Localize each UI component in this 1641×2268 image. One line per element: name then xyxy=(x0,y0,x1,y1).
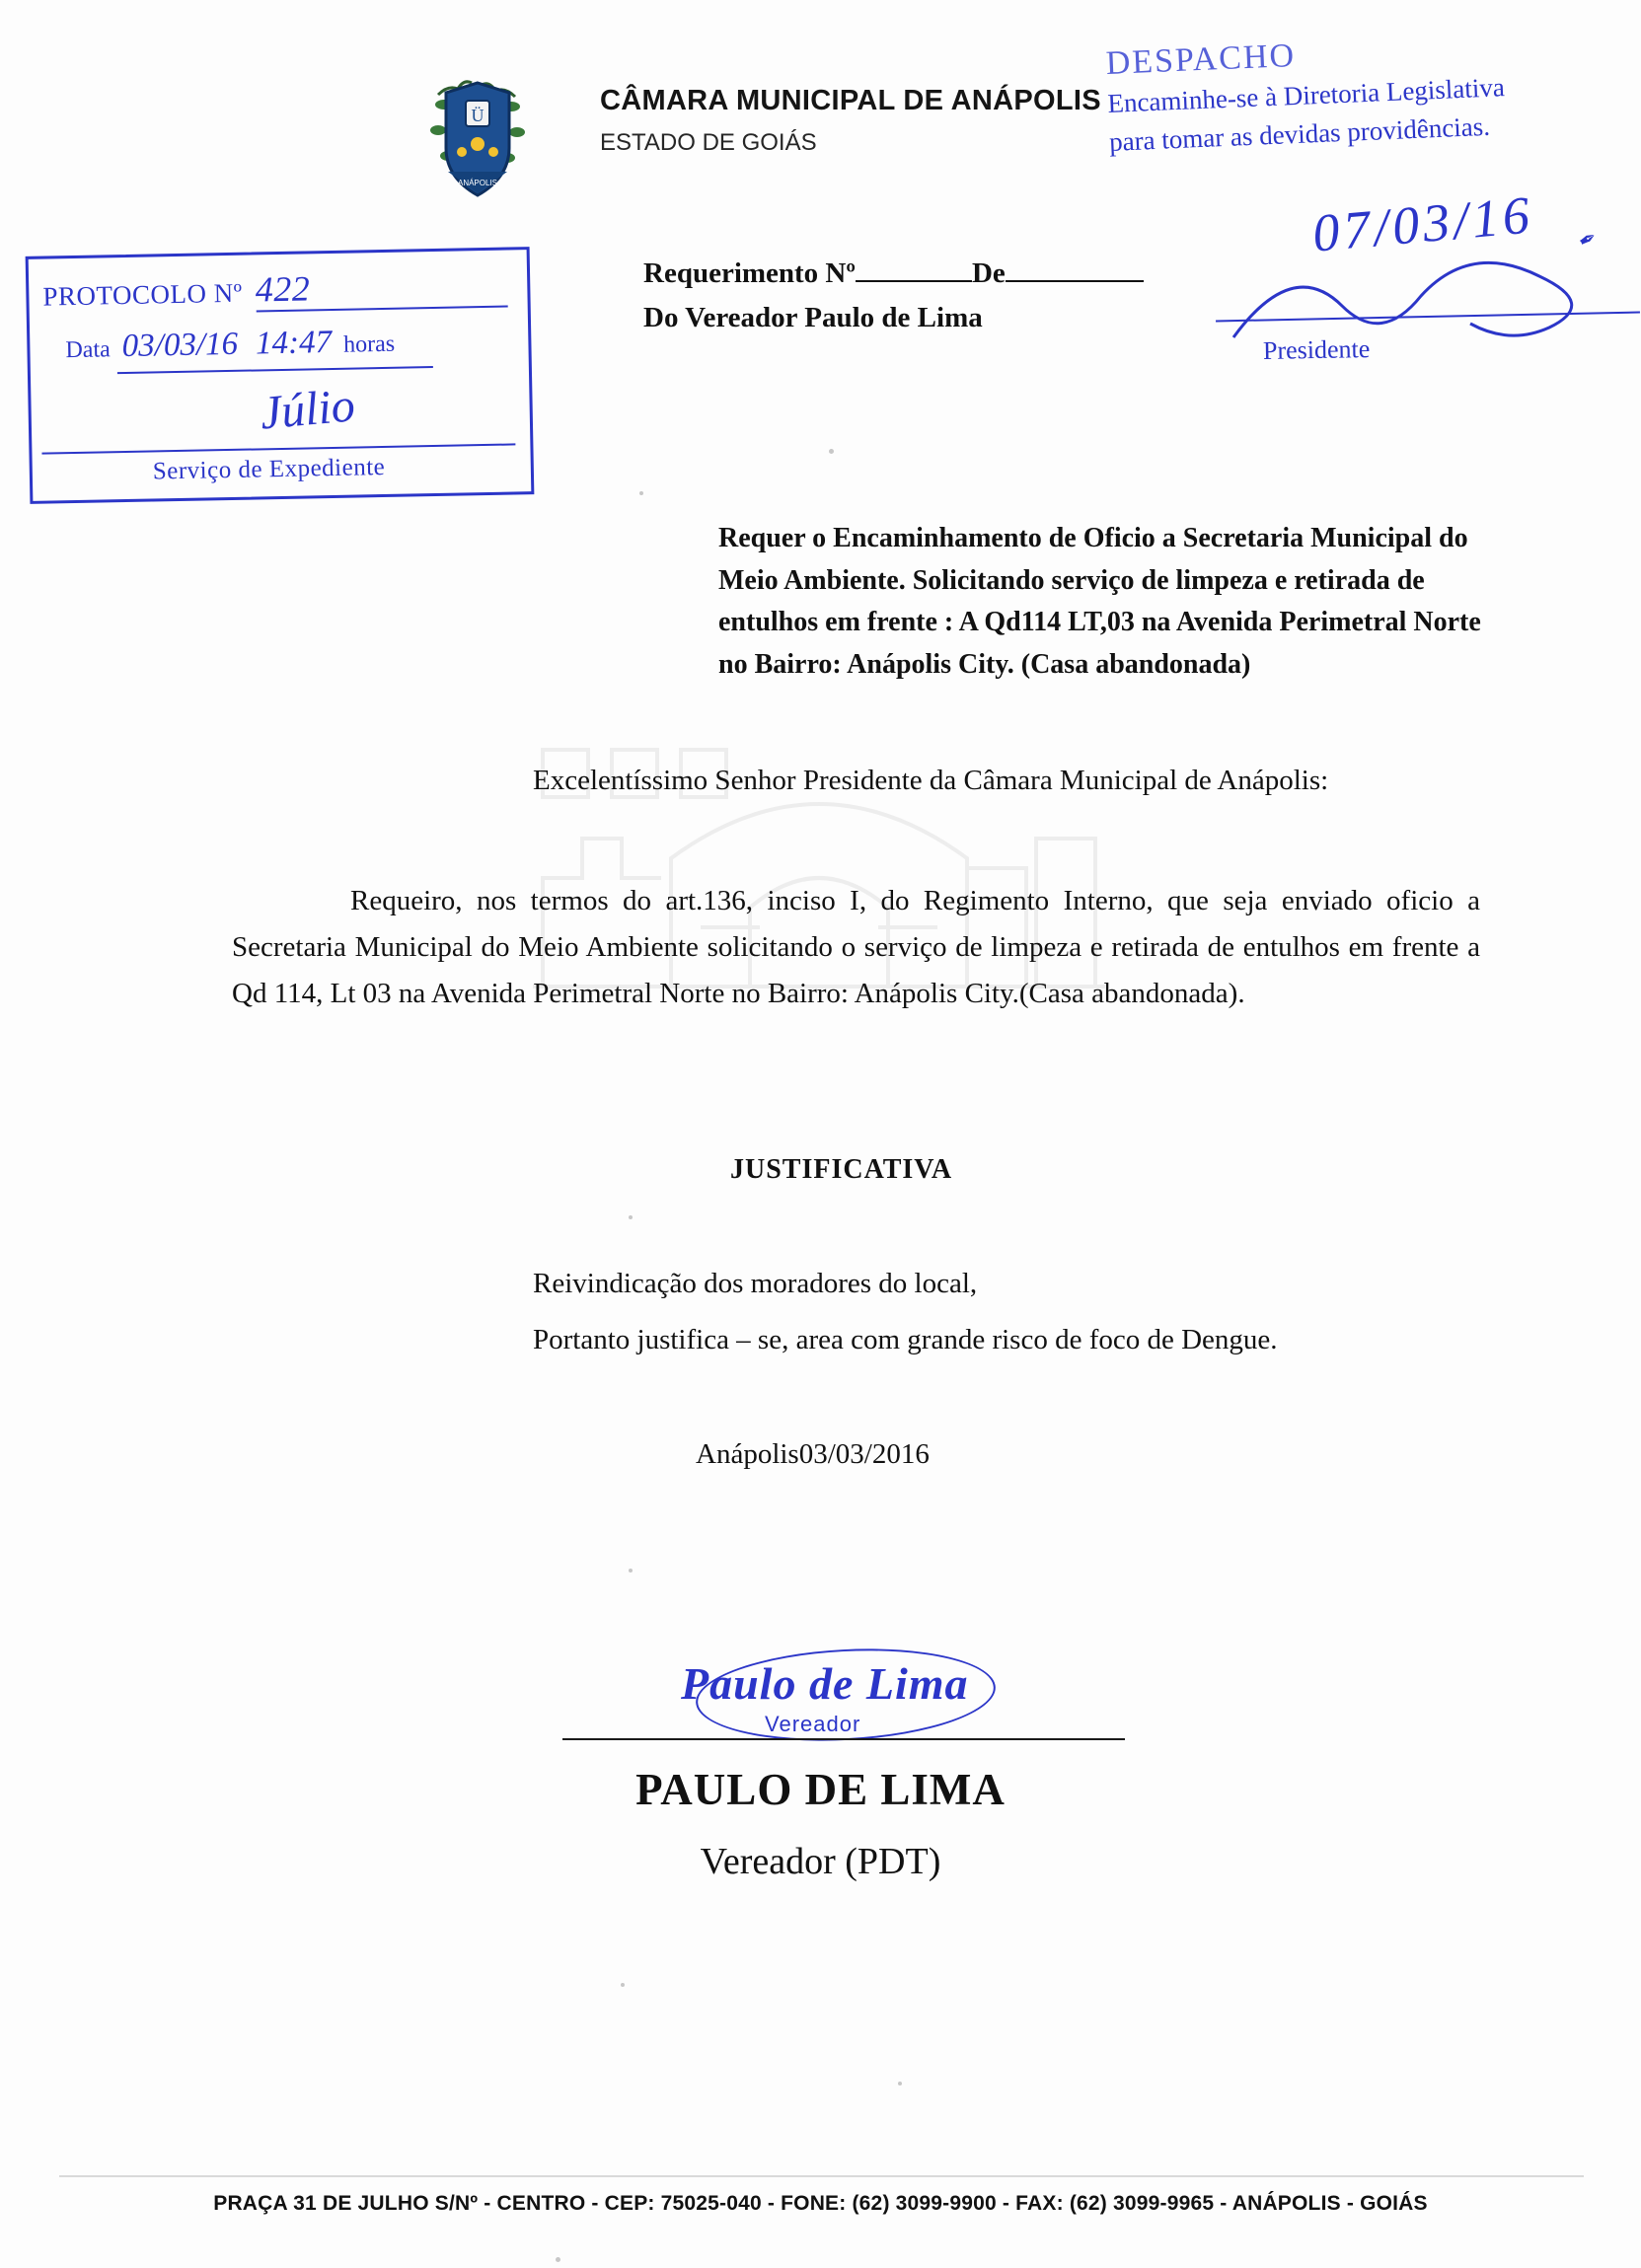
protocol-stamp xyxy=(26,247,535,504)
despacho-note xyxy=(1105,23,1641,158)
body-paragraph: Requeiro, nos termos do art.136, inciso I, do Regimento Interno, que seja enviado oficio a Secretaria Municipal do Meio Ambiente solicitando o serviço de limpeza e retirada de entulhos em frente a Qd 114, Lt 03 na Avenida Perimetral Norte no Bairro: Anápolis City.(Casa abandonada). xyxy=(232,885,1480,1009)
signature-handwriting: Paulo de Lima xyxy=(681,1658,969,1709)
city-date: Anápolis03/03/2016 xyxy=(696,1438,930,1470)
svg-text:ANÁPOLIS: ANÁPOLIS xyxy=(457,179,498,187)
requerimento-de-blank xyxy=(1006,255,1144,282)
protocol-signature: Júlio xyxy=(258,379,357,440)
requerimento-author: Do Vereador Paulo de Lima xyxy=(643,302,983,333)
coat-of-arms-icon xyxy=(424,79,531,201)
president-label: Presidente xyxy=(1262,334,1371,365)
footer-divider xyxy=(59,2175,1584,2177)
requerimento-number-blank xyxy=(856,255,972,282)
scan-speck xyxy=(639,491,643,495)
scan-speck xyxy=(556,2257,560,2262)
protocol-date-label: Data xyxy=(65,336,112,364)
protocol-time-value: 14:47 xyxy=(255,324,333,362)
requerimento-line-1 xyxy=(643,255,1144,290)
protocol-label: PROTOCOLO Nº xyxy=(42,277,243,312)
despacho-date: 07/03/16 xyxy=(1309,184,1536,263)
protocol-number: 422 xyxy=(255,268,311,310)
protocol-rule-mid xyxy=(117,366,433,374)
signature-role: Vereador (PDT) xyxy=(700,1841,941,1882)
justification-line-1: Reivindicação dos moradores do local, xyxy=(533,1268,978,1299)
protocol-footer: Serviço de Expediente xyxy=(152,453,386,485)
request-summary: Requer o Encaminhamento de Oficio a Secretaria Municipal do Meio Ambiente. Solicitando serviço de limpeza e retirada de entulhos em frente : A Qd114 LT,03 na Avenida Perimetral Norte no Bairro: Anápolis City. (Casa abandonada) xyxy=(718,523,1481,680)
signature-name: PAULO DE LIMA xyxy=(635,1765,1006,1814)
scan-speck xyxy=(829,449,834,454)
scan-speck xyxy=(898,2082,902,2085)
organization-subtitle: ESTADO DE GOIÁS xyxy=(600,129,817,156)
ink-mark-icon: ✒ xyxy=(1573,224,1603,256)
despacho-line-1: Encaminhe-se à Diretoria Legislativa xyxy=(1106,72,1506,118)
requerimento-heading xyxy=(643,255,1144,334)
protocol-date-value: 03/03/16 xyxy=(121,326,239,365)
justification-title: JUSTIFICATIVA xyxy=(730,1154,953,1185)
scan-speck xyxy=(621,1983,625,1987)
justification-line-2: Portanto justifica – se, area com grande risco de foco de Dengue. xyxy=(533,1324,1278,1355)
footer-address: PRAÇA 31 DE JULHO S/Nº - CENTRO - CEP: 75025-040 - FONE: (62) 3099-9900 - FAX: (62) 3099-9965 - ANÁPOLIS - GOIÁS xyxy=(213,2192,1428,2215)
requerimento-de-label: De xyxy=(971,257,1006,289)
despacho-line-2: para tomar as devidas providências. xyxy=(1108,110,1491,157)
scan-speck xyxy=(629,1215,633,1219)
signature-handwriting-role: Vereador xyxy=(765,1712,861,1736)
protocol-label-row xyxy=(42,267,311,314)
scan-speck xyxy=(629,1569,633,1573)
svg-text:Ü: Ü xyxy=(471,106,485,125)
protocol-date-row xyxy=(65,324,395,366)
protocol-hours-label: horas xyxy=(342,330,396,358)
protocol-rule-bottom xyxy=(41,443,515,454)
organization-title: CÂMARA MUNICIPAL DE ANÁPOLIS xyxy=(600,85,1101,116)
requerimento-number-label: Requerimento Nº xyxy=(643,257,856,289)
despacho-title: DESPACHO xyxy=(1105,37,1297,82)
addressee-line: Excelentíssimo Senhor Presidente da Câmara Municipal de Anápolis: xyxy=(533,765,1329,796)
signature-line xyxy=(562,1738,1125,1740)
organization-block xyxy=(600,85,1101,157)
